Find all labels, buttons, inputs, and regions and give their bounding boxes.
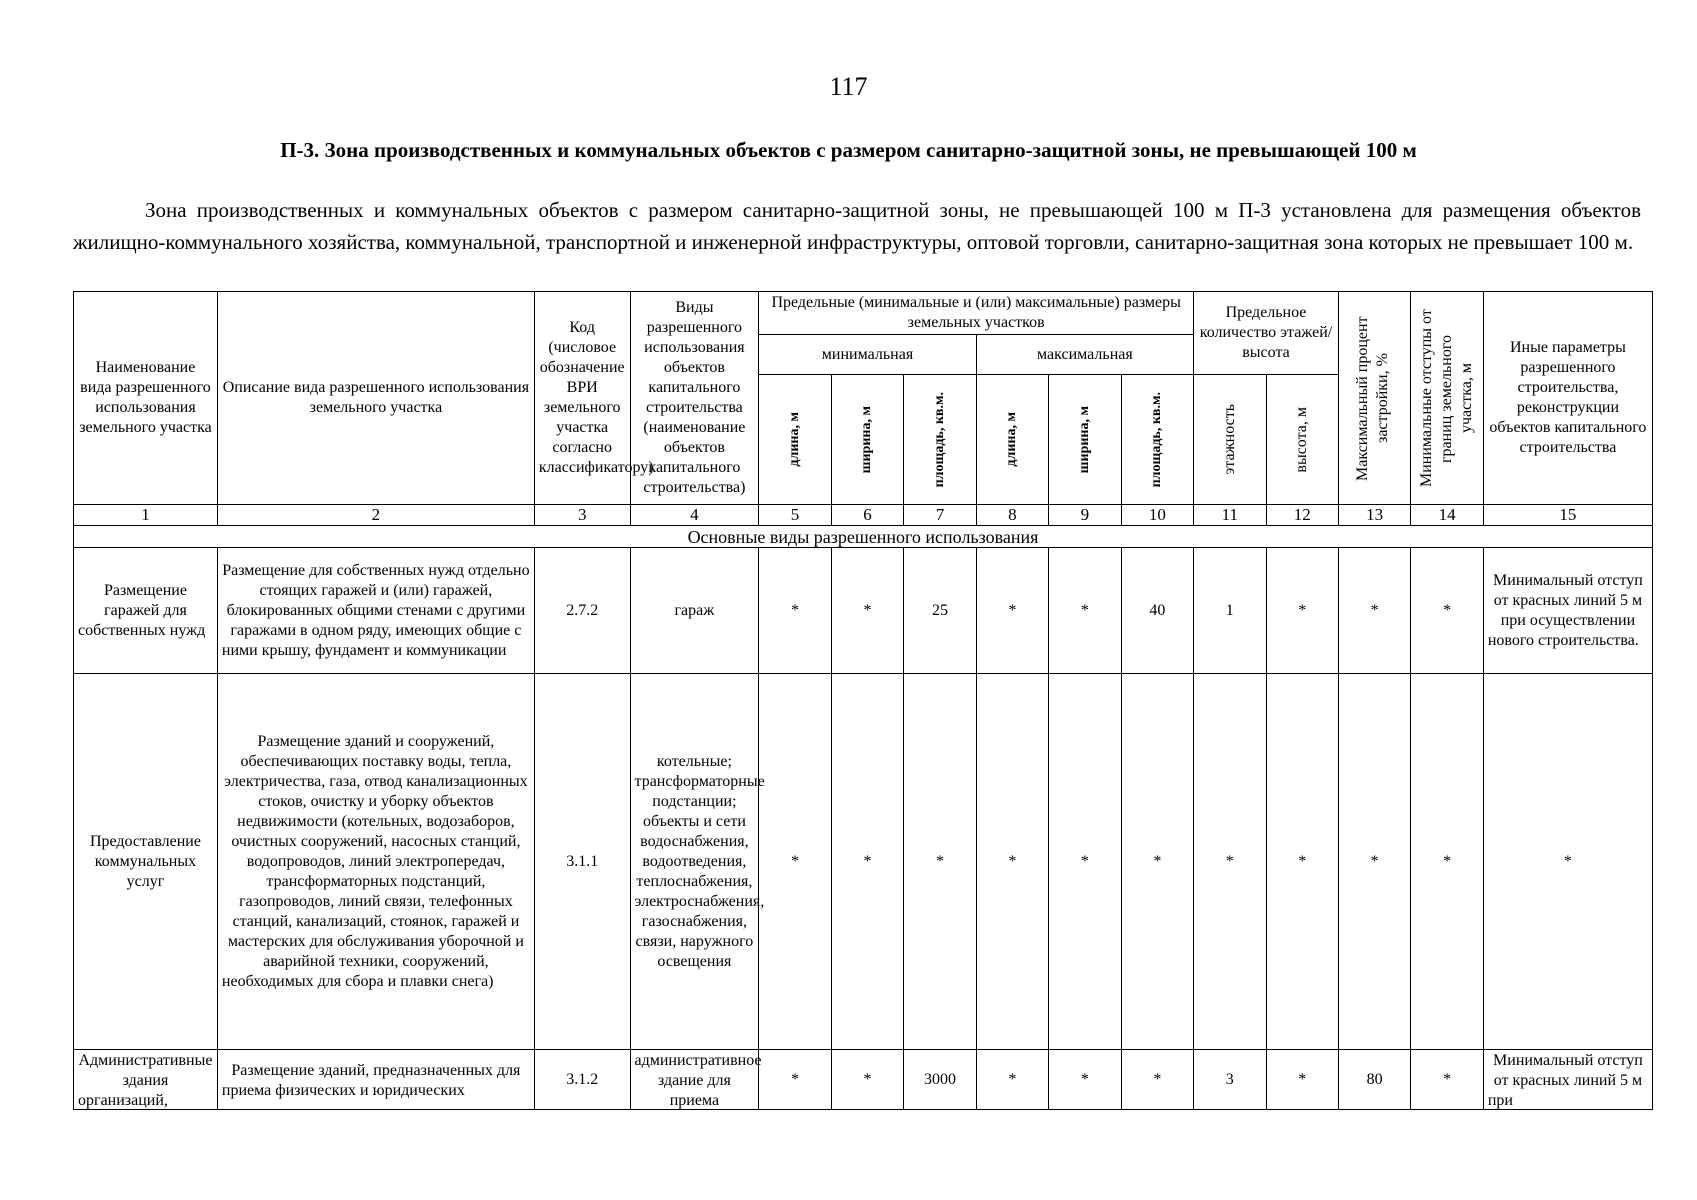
row-max-width: * <box>1049 1050 1121 1110</box>
row-description <box>217 1050 534 1110</box>
column-number: 10 <box>1121 505 1193 526</box>
row-setback: * <box>1411 1050 1483 1110</box>
header-min-width <box>831 375 903 505</box>
row-other <box>1483 1050 1652 1110</box>
row-name <box>74 1050 218 1110</box>
row-kinds-text: административное здание для приема <box>634 1051 762 1109</box>
header-floors <box>1194 375 1266 505</box>
zone-heading: П-3. Зона производственных и коммунальных объектов с размером санитарно-защитной зоны, не превышающей 100 м <box>280 138 1417 162</box>
row-code: 3.1.2 <box>534 1050 630 1110</box>
column-number: 7 <box>904 505 976 526</box>
min-width-label: ширина, м <box>859 405 875 474</box>
row-description-text: Размещение зданий, предназначенных для приема физических и юридических <box>221 1061 521 1099</box>
min-area-label: площадь, кв.м. <box>931 391 947 488</box>
header-other: Иные параметры разрешенного строительства, реконструкции объектов капитального строительства <box>1483 292 1652 505</box>
row-setback: * <box>1411 548 1483 674</box>
header-name: Наименование вида разрешенного использования земельного участка <box>74 292 218 505</box>
column-number: 6 <box>831 505 903 526</box>
row-other: * <box>1483 674 1652 1050</box>
row-floors: * <box>1194 674 1266 1050</box>
row-other-text: Минимальный отступ от красных линий 5 м при <box>1487 1051 1643 1109</box>
header-maximal: максимальная <box>976 335 1193 375</box>
row-other: Минимальный отступ от красных линий 5 м при осуществлении нового строительства. <box>1483 548 1652 674</box>
row-max-area: 40 <box>1121 548 1193 674</box>
row-coverage: * <box>1338 548 1410 674</box>
row-min-area: 3000 <box>904 1050 976 1110</box>
column-number: 5 <box>759 505 831 526</box>
column-number: 15 <box>1483 505 1652 526</box>
max-width-label: ширина, м <box>1076 405 1092 474</box>
row-kinds: котельные; трансформаторные подстанции; объекты и сети водоснабжения, водоотведения, теплоснабжения, электроснабжения, газоснабжения, связи, наружного освещения <box>630 674 759 1050</box>
row-height: * <box>1266 1050 1338 1110</box>
coverage-label: Максимальный процент застройки, % <box>1353 315 1391 481</box>
row-height: * <box>1266 548 1338 674</box>
header-row-1 <box>74 292 1653 335</box>
column-number: 9 <box>1049 505 1121 526</box>
min-length-label: длина, м <box>787 412 803 467</box>
header-code: Код (числовое обозначение ВРИ земельного участка согласно классификатору) <box>534 292 630 505</box>
column-number: 8 <box>976 505 1048 526</box>
row-kinds: гараж <box>630 548 759 674</box>
row-min-area: * <box>904 674 976 1050</box>
row-min-length: * <box>759 674 831 1050</box>
row-max-width: * <box>1049 674 1121 1050</box>
row-max-length: * <box>976 674 1048 1050</box>
column-number: 14 <box>1411 505 1483 526</box>
column-number-row <box>74 505 1653 526</box>
column-number: 13 <box>1338 505 1410 526</box>
header-setback <box>1411 292 1483 505</box>
row-min-length: * <box>759 1050 831 1110</box>
row-min-width: * <box>831 1050 903 1110</box>
row-min-length: * <box>759 548 831 674</box>
table-row <box>74 548 1653 674</box>
row-coverage: * <box>1338 674 1410 1050</box>
zoning-table <box>73 291 1653 1110</box>
row-description: Размещение зданий и сооружений, обеспечивающих поставку воды, тепла, электричества, газа, отвод канализационных стоков, очистку и уборку объектов недвижимости (котельных, водозаборов, очистных сооружений, насосных станций, водопроводов, линий электропередач, трансформаторных подстанций, газопроводов, линий связи, телефонных станций, канализаций, стоянок, гаражей и мастерских для обслуживания уборочной и аварийной техники, сооружений, необходимых для сбора и плавки снега) <box>217 674 534 1050</box>
header-min-area <box>904 375 976 505</box>
row-code: 2.7.2 <box>534 548 630 674</box>
setback-label: Минимальные отступы от границ земельного участка, м <box>1418 309 1476 487</box>
table-row <box>74 674 1653 1050</box>
column-number: 1 <box>74 505 218 526</box>
row-max-width: * <box>1049 548 1121 674</box>
row-kinds <box>630 1050 762 1110</box>
row-floors: 3 <box>1194 1050 1266 1110</box>
header-max-width <box>1049 375 1121 505</box>
table-row <box>74 1050 1653 1110</box>
column-number: 11 <box>1194 505 1266 526</box>
row-min-width: * <box>831 548 903 674</box>
floors-label: этажность <box>1220 404 1238 475</box>
header-kinds: Виды разрешенного использования объектов капитального строительства (наименование объектов капитального строительства) <box>630 292 759 505</box>
column-number: 4 <box>630 505 759 526</box>
row-floors: 1 <box>1194 548 1266 674</box>
header-description: Описание вида разрешенного использования земельного участка <box>217 292 534 505</box>
section-row <box>74 526 1653 548</box>
row-min-width: * <box>831 674 903 1050</box>
row-name-text: Административные здания организаций, <box>78 1051 213 1109</box>
column-number: 2 <box>217 505 534 526</box>
row-min-area: 25 <box>904 548 976 674</box>
header-height <box>1266 375 1338 505</box>
row-max-area: * <box>1121 1050 1193 1110</box>
column-number: 3 <box>534 505 630 526</box>
row-max-length: * <box>976 548 1048 674</box>
row-coverage: 80 <box>1338 1050 1410 1110</box>
row-max-length: * <box>976 1050 1048 1110</box>
section-title: Основные виды разрешенного использования <box>74 526 1653 548</box>
max-length-label: длина, м <box>1004 412 1020 467</box>
max-area-label: площадь, кв.м. <box>1149 391 1165 488</box>
row-code: 3.1.1 <box>534 674 630 1050</box>
row-setback: * <box>1411 674 1483 1050</box>
row-name: Размещение гаражей для собственных нужд <box>74 548 218 674</box>
header-coverage <box>1338 292 1410 505</box>
header-min-length <box>759 375 831 505</box>
row-name: Предоставление коммунальных услуг <box>74 674 218 1050</box>
row-description: Размещение для собственных нужд отдельно стоящих гаражей и (или) гаражей, блокированных общими стенами с другими гаражами в одном ряду, имеющих общие с ними крышу, фундамент и коммуникации <box>217 548 534 674</box>
row-max-area: * <box>1121 674 1193 1050</box>
header-land-limits: Предельные (минимальные и (или) максимальные) размеры земельных участков <box>759 292 1194 335</box>
intro-paragraph: Зона производственных и коммунальных объектов с размером санитарно-защитной зоны, не превышающей 100 м П-3 установлена для размещения объектов жилищно-коммунального хозяйства, коммунальной, транспортной и инженерной инфраструктуры, оптовой торговли, санитарно-защитная зона которых не превышает 100 м. <box>73 198 1641 254</box>
row-height: * <box>1266 674 1338 1050</box>
column-number: 12 <box>1266 505 1338 526</box>
header-max-area <box>1121 375 1193 505</box>
header-max-length <box>976 375 1048 505</box>
header-floors-group: Предельное количество этажей/ высота <box>1194 292 1339 375</box>
height-label: высота, м <box>1293 406 1311 473</box>
page-number: 117 <box>829 72 868 101</box>
header-minimal: минимальная <box>759 335 976 375</box>
